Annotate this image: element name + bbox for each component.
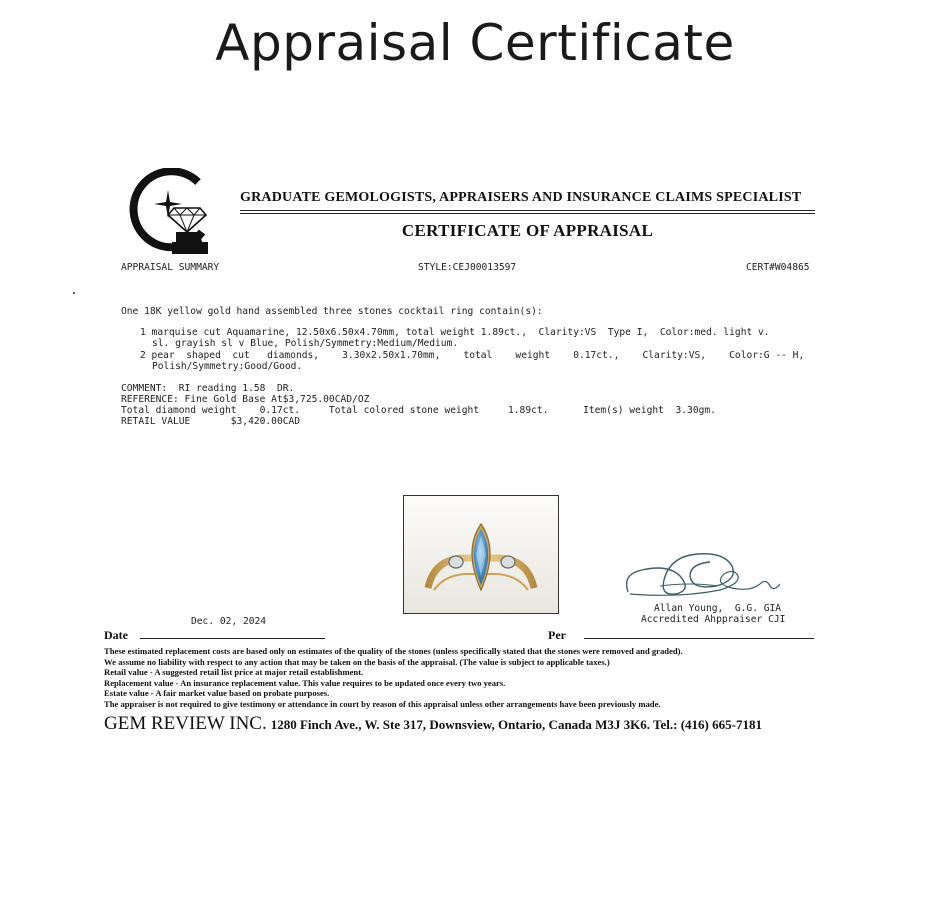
item-line: sl. grayish sl v Blue, Polish/Symmetry:Medium/Medium. (152, 338, 459, 349)
date-label: Date (104, 628, 128, 642)
appraisal-summary-label: APPRAISAL SUMMARY (121, 262, 220, 273)
date-value: Dec. 02, 2024 (191, 616, 267, 627)
item-line: 2 pear shaped cut diamonds, 3.30x2.50x1.70mm, total weight 0.17ct., Clarity:VS, Color:G -- H, (140, 350, 805, 361)
appraiser-name: Allan Young, G.G. GIA (654, 603, 782, 614)
disclaimer-line: Estate value - A fair market value based on probate purposes. (104, 688, 330, 698)
item-line: Polish/Symmetry:Good/Good. (152, 361, 303, 372)
company-address: 1280 Finch Ave., W. Ste 317, Downsview, Ontario, Canada M3J 3K6. Tel.: (416) 665-7181 (270, 717, 762, 732)
appraiser-title: Accredited Ahppraiser CJI (641, 614, 786, 625)
disclaimer-line: We assume no liability with respect to any action that may be taken on the basis of the appraisal. (The value is subject to applicable taxes.) (104, 656, 610, 667)
speck (73, 292, 75, 294)
item-line: 1 marquise cut Aquamarine, 12.50x6.50x4.70mm, total weight 1.89ct., Clarity:VS Type I, Color:med. light v. (140, 327, 770, 338)
disclaimer-line: The appraiser is not required to give testimony or attendance in court by reason of this appraisal unless other arrangements have been previously made. (104, 698, 661, 709)
company-name: GEM REVIEW INC. (104, 713, 267, 734)
comment: COMMENT: RI reading 1.58 DR. (121, 383, 295, 394)
date-line (140, 638, 325, 639)
disclaimer-line: Retail value - A suggested retail list price at major retail establishment. (104, 667, 364, 677)
disclaimer-line: These estimated replacement costs are based only on estimates of the quality of the stones (unless specifically stated that the stones were removed and graded). (104, 646, 683, 656)
per-label: Per (548, 628, 566, 642)
disclaimer-line: Replacement value - An insurance replacement value. This value requires to be updated once every two years. (104, 677, 506, 688)
title-rule-bottom (240, 213, 815, 214)
reference: REFERENCE: Fine Gold Base At$3,725.00CAD/OZ (121, 394, 370, 405)
retail-value: RETAIL VALUE $3,420.00CAD (121, 416, 301, 427)
style-number: STYLE:CEJ00013597 (418, 262, 517, 273)
logo (128, 168, 214, 260)
ring-photo (403, 495, 559, 614)
weights-summary: Total diamond weight 0.17ct. Total colored stone weight 1.89ct. Item(s) weight 3.30gm. (121, 405, 716, 416)
signature-graphic (620, 540, 795, 608)
organization-title: GRADUATE GEMOLOGISTS, APPRAISERS AND INSURANCE CLAIMS SPECIALIST (240, 190, 802, 205)
logo-graphic (128, 168, 214, 260)
cert-number: CERT#W04865 (746, 262, 810, 273)
description-intro: One 18K yellow gold hand assembled three stones cocktail ring contain(s): (121, 306, 543, 317)
per-line (584, 638, 814, 639)
certificate-title: CERTIFICATE OF APPRAISAL (401, 221, 654, 240)
ring-illustration (404, 496, 558, 613)
title-rule-top (240, 210, 815, 211)
company-footer (104, 713, 762, 735)
page-title: Appraisal Certificate (215, 14, 735, 72)
appraiser-signature (620, 540, 795, 608)
